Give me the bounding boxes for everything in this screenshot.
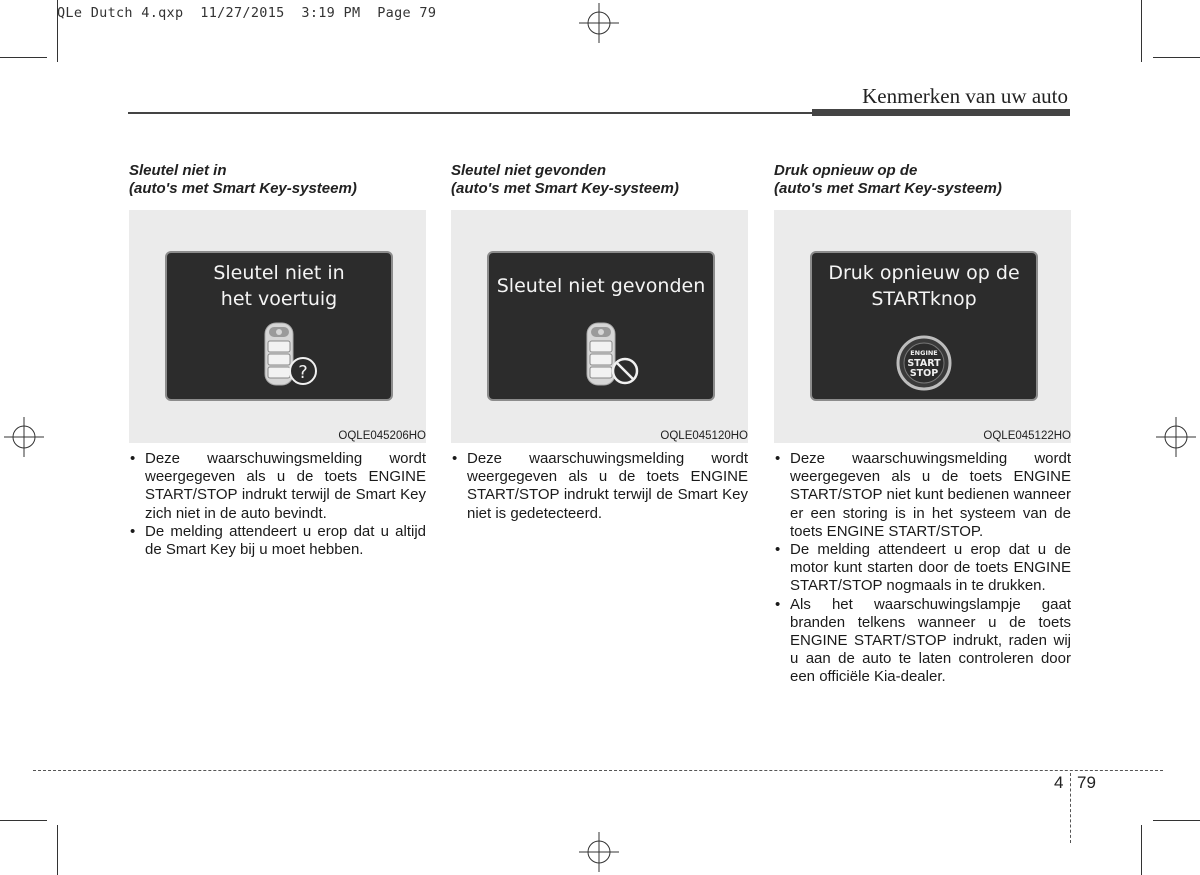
crop-mark — [1141, 825, 1142, 875]
crop-mark — [57, 825, 58, 875]
crop-mark — [1153, 57, 1200, 58]
bullet-list — [451, 450, 748, 523]
smart-key-prohibited-icon — [579, 321, 641, 389]
smart-key-question-icon — [257, 321, 319, 389]
section-title: Kenmerken van uw auto — [862, 84, 1068, 108]
crop-mark — [1141, 0, 1142, 62]
page-number: 79 — [1077, 773, 1096, 792]
figure-code: OQLE045122HO — [983, 430, 1071, 442]
cluster-display — [165, 251, 393, 401]
list-item: • Deze waarschuwingsmelding wordt weergegeven als u de toets ENGINE START/STOP indrukt terwijl de Smart Key zich niet in de auto bevindt. — [129, 450, 426, 523]
engine-start-stop-icon — [894, 333, 954, 393]
footer-rule — [33, 770, 1163, 771]
cluster-display — [487, 251, 715, 401]
heading-line: Druk opnieuw op de — [774, 162, 918, 179]
figure-panel — [451, 210, 748, 443]
crop-mark — [1153, 820, 1200, 821]
column-sleutel-niet-gevonden — [451, 162, 748, 522]
print-file-stamp: QLe Dutch 4.qxp 11/27/2015 3:19 PM Page 79 — [57, 5, 437, 21]
column-heading — [774, 162, 1071, 198]
display-message: Druk opnieuw op de STARTknop — [828, 262, 1020, 310]
bullet-list — [129, 450, 426, 559]
svg-text:?: ? — [298, 362, 308, 383]
list-item: • De melding attendeert u erop dat u de motor kunt starten door de toets ENGINE START/STOP nogmaals in te drukken. — [774, 541, 1071, 596]
heading-line: (auto's met Smart Key-systeem) — [451, 180, 679, 197]
heading-line: Sleutel niet in — [129, 162, 227, 179]
column-heading — [129, 162, 426, 198]
start-button-label: START — [907, 358, 941, 369]
column-druk-opnieuw — [774, 162, 1071, 686]
heading-line: (auto's met Smart Key-systeem) — [774, 180, 1002, 197]
column-sleutel-niet-in — [129, 162, 426, 559]
list-item: • Deze waarschuwingsmelding wordt weergegeven als u de toets ENGINE START/STOP indrukt terwijl de Smart Key niet is gedetecteerd. — [451, 450, 748, 523]
start-button-label: ENGINE — [910, 349, 938, 357]
heading-line: (auto's met Smart Key-systeem) — [129, 180, 357, 197]
registration-mark-icon — [4, 417, 44, 457]
registration-mark-icon — [579, 832, 619, 872]
list-item: • Deze waarschuwingsmelding wordt weergegeven als u de toets ENGINE START/STOP niet kunt bedienen wanneer er een storing is in het systeem van de toets ENGINE START/STOP. — [774, 450, 1071, 541]
column-heading — [451, 162, 748, 198]
figure-code: OQLE045206HO — [338, 430, 426, 442]
header-rule-accent — [812, 109, 1070, 116]
figure-panel — [774, 210, 1071, 443]
figure-panel — [129, 210, 426, 443]
registration-mark-icon — [1156, 417, 1196, 457]
footer-divider — [1070, 773, 1071, 843]
list-item: • De melding attendeert u erop dat u altijd de Smart Key bij u moet hebben. — [129, 523, 426, 559]
display-message: Sleutel niet gevonden — [496, 275, 706, 297]
display-message: Sleutel niet in het voertuig — [213, 262, 345, 310]
start-button-label: STOP — [909, 368, 939, 379]
crop-mark — [0, 820, 47, 821]
chapter-number: 4 — [1054, 773, 1064, 792]
cluster-display — [810, 251, 1038, 401]
bullet-list — [774, 450, 1071, 687]
figure-code: OQLE045120HO — [660, 430, 748, 442]
registration-mark-icon — [579, 3, 619, 43]
crop-mark — [0, 57, 47, 58]
list-item: • Als het waarschuwingslampje gaat branden telkens wanneer u de toets ENGINE START/STOP indrukt, raden wij u aan de auto te laten controleren door een officiële Kia-dealer. — [774, 596, 1071, 687]
heading-line: Sleutel niet gevonden — [451, 162, 607, 179]
